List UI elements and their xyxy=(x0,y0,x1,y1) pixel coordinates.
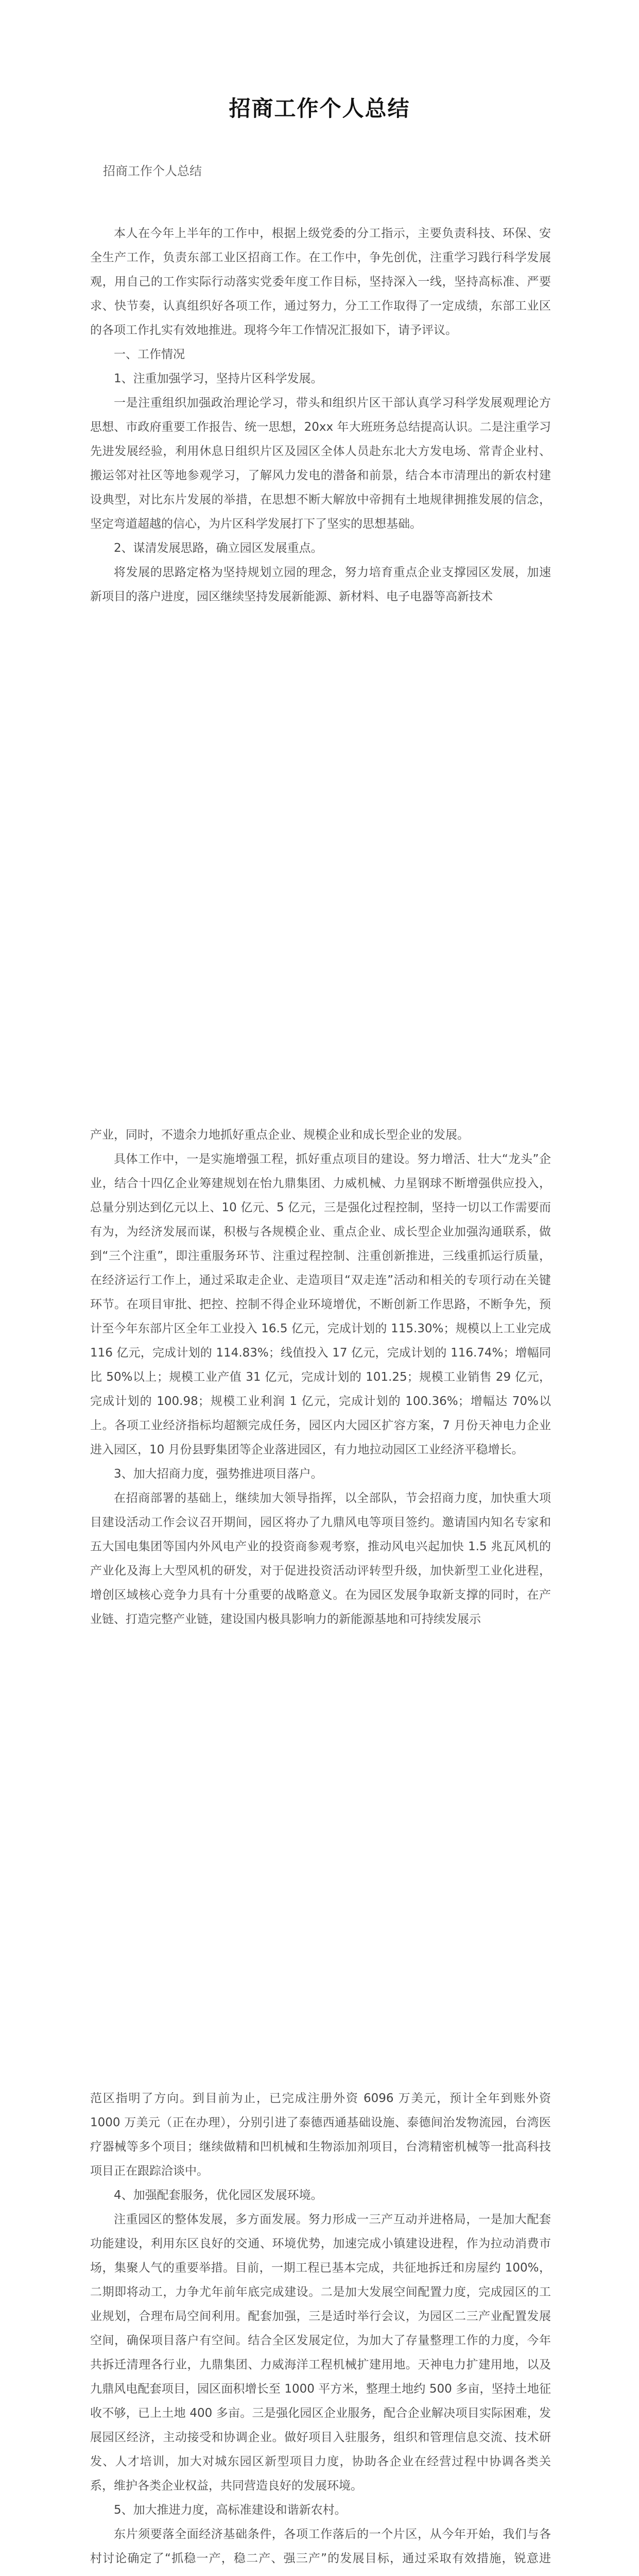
paragraph: 将发展的思路定格为坚持规划立园的理念，努力培育重点企业支撑园区发展，加速新项目的落户进度，园区继续坚持发展新能源、新材料、电子电器等高新技术 xyxy=(90,566,551,603)
document-title: 招商工作个人总结 xyxy=(229,96,410,121)
paragraph: 一是注重组织加强政治理论学习，带头和组织片区干部认真学习科学发展观理论方思想、市政府重要工作报告、统一思想，20xx 年大班班务总结提高认识。二是注重学习先进发展经验，利用休息日组织片区及园区全体人员赴东北大方发电场、常青企业村、搬运邻对社区等地参观学习，了解风力发电的潜备和前景，结合本市清理出的新农村建设典型，对比东片发展的举措，在思想不断大解放中帝拥有土地规律拥推发展的信念，坚定弯道超越的信心，为片区科学发展打下了坚实的思想基础。 xyxy=(90,396,551,531)
subsection-heading: 5、加大推进力度，高标准建设和谐新农村。 xyxy=(114,2503,347,2517)
paragraph: 注重园区的整体发展，多方面发展。努力形成一三产互动并进格局，一是加大配套功能建设，利用东区良好的交通、环境优势，加速完成小镇建设进程，作为拉动消费市场，集聚人气的重要举措。目前，一期工程已基本完成，共征地拆迁和房屋约 100%，二期即将动工，力争尤年前年底完成建设。二是加大发展空间配置力度，完成园区的工业规划，合理布局空间利用。配套加强，三是适时举行会议，为园区二三产业配置发展空间，确保项目落户有空间。结合全区发展定位，为加大了存量整理工作的力度，今年共拆迁清理各行业，九鼎集团、力威海洋工程机械扩建用地。天神电力扩建用地，以及九鼎风电配套项目，园区面积增长至 1000 平方米，整理土地约 500 多亩，坚持土地征收不够，已上土地 400 多亩。三是强化园区企业服务，配合企业解决项目实际困难，发展园区经济，主动接受和协调企业。做好项目入驻服务，组织和管理信息交流、技术研发、人才培训，加大对城东园区新型项目力度，协助各企业在经营过程中协调各类关系，维护各类企业权益，共同营造良好的发展环境。 xyxy=(90,2213,551,2493)
text-block-3 xyxy=(90,2087,551,2576)
paragraph: 东片须要落全面经济基础条件，各项工作落后的一个片区，从今年开始，我们与各村讨论确定了“抓稳一产，稳二产、强三产”的发展目标，通过采取有效措施，锐意进 xyxy=(90,2528,551,2565)
subsection-heading: 1、注重加强学习，坚持片区科学发展。 xyxy=(114,372,323,385)
paragraph: 具体工作中，一是实施增强工程，抓好重点项目的建设。努力增活、壮大“龙头”企业，结合十四亿企业筹建规划在怡九鼎集团、力威机械、力星钢球不断增强供应投入，总量分别达到亿元以上、10 亿元、5 亿元，三是强化过程控制，坚持一切以工作需要而有为，为经济发展而谋，积极与各规模企业、重点企业、成长型企业加强沟通联系，做到“三个注重”，即注重服务环节、注重过程控制、注重创新推进，三线重抓运行质量，在经济运行工作上，通过采取走企业、走造项目“双走连”活动和相关的专项行动在关键环节。在项目审批、把控、控制不得企业环境增优，不断创新工作思路，不断争先，预计至今年东部片区全年工业投入 16.5 亿元，完成计划的 115.30%；规模以上工业完成 116 亿元，完成计划的 114.83%；线值投入 17 亿元，完成计划的 116.74%；增幅同比 50%以上；规模工业产值 31 亿元，完成计划的 101.25；规模工业销售 29 亿元，完成计划的 100.98；规模工业利润 1 亿元，完成计划的 100.36%；增幅达 70%以上。各项工业经济指标均超额完成任务，园区内大园区扩容方案，7 月份天神电力企业进入园区，10 月份县野集团等企业落进园区，有力地拉动园区工业经济平稳增长。 xyxy=(90,1153,551,1456)
text-block-1 xyxy=(90,222,551,609)
paragraph: 在招商部署的基础上，继续加大领导指挥，以全部队，节会招商力度，加快重大项目建设活动工作会议召开期间，园区将办了九鼎风电等项目签约。邀请国内知名专家和五大国电集团等国内外风电产业的投资商参观考察，推动风电兴起加快 1.5 兆瓦风机的产业化及海上大型风机的研发，对于促进投资活动评转型升级，加快新型工业化进程，增创区域核心竞争力具有十分重要的战略意义。在为园区发展争取新支撑的同时，在产业链、打造完整产业链，建设国内极具影响力的新能源基地和可持续发展示 xyxy=(90,1492,551,1626)
subsection-heading: 4、加强配套服务，优化园区发展环境。 xyxy=(114,2189,323,2202)
section-heading: 一、工作情况 xyxy=(114,348,185,361)
document-subtitle: 招商工作个人总结 xyxy=(103,164,202,178)
paragraph-continued: 范区指明了方向。到目前为止，已完成注册外资 6096 万美元，预计全年到账外资 1000 万美元（正在办理），分别引进了泰德西通基础设施、泰德间治发物流园，台湾医疗器械等多个项目；继续做精和凹机械和生物添加剂项目，台湾精密机械等一批高科技项目正在跟踪洽谈中。 xyxy=(90,2092,551,2178)
subsection-heading: 3、加大招商力度，强势推进项目落户。 xyxy=(114,1467,323,1481)
subsection-heading: 2、谋清发展思路，确立园区发展重点。 xyxy=(114,541,323,555)
paragraph: 本人在今年上半年的工作中，根据上级党委的分工指示，主要负责科技、环保、安全生产工作，负责东部工业区招商工作。在工作中，争先创优，注重学习践行科学发展观，用自己的工作实际行动落实党委年度工作目标，坚持深入一线，坚持高标准、严要求、快节奏，认真组织好各项工作，通过努力，分工工作取得了一定成绩，东部工业区的各项工作扎实有效地推进。现将今年工作情况汇报如下，请予评议。 xyxy=(90,227,551,337)
paragraph-continued: 产业，同时，不遗余力地抓好重点企业、规模企业和成长型企业的发展。 xyxy=(90,1128,469,1142)
text-block-2 xyxy=(90,1123,551,1632)
